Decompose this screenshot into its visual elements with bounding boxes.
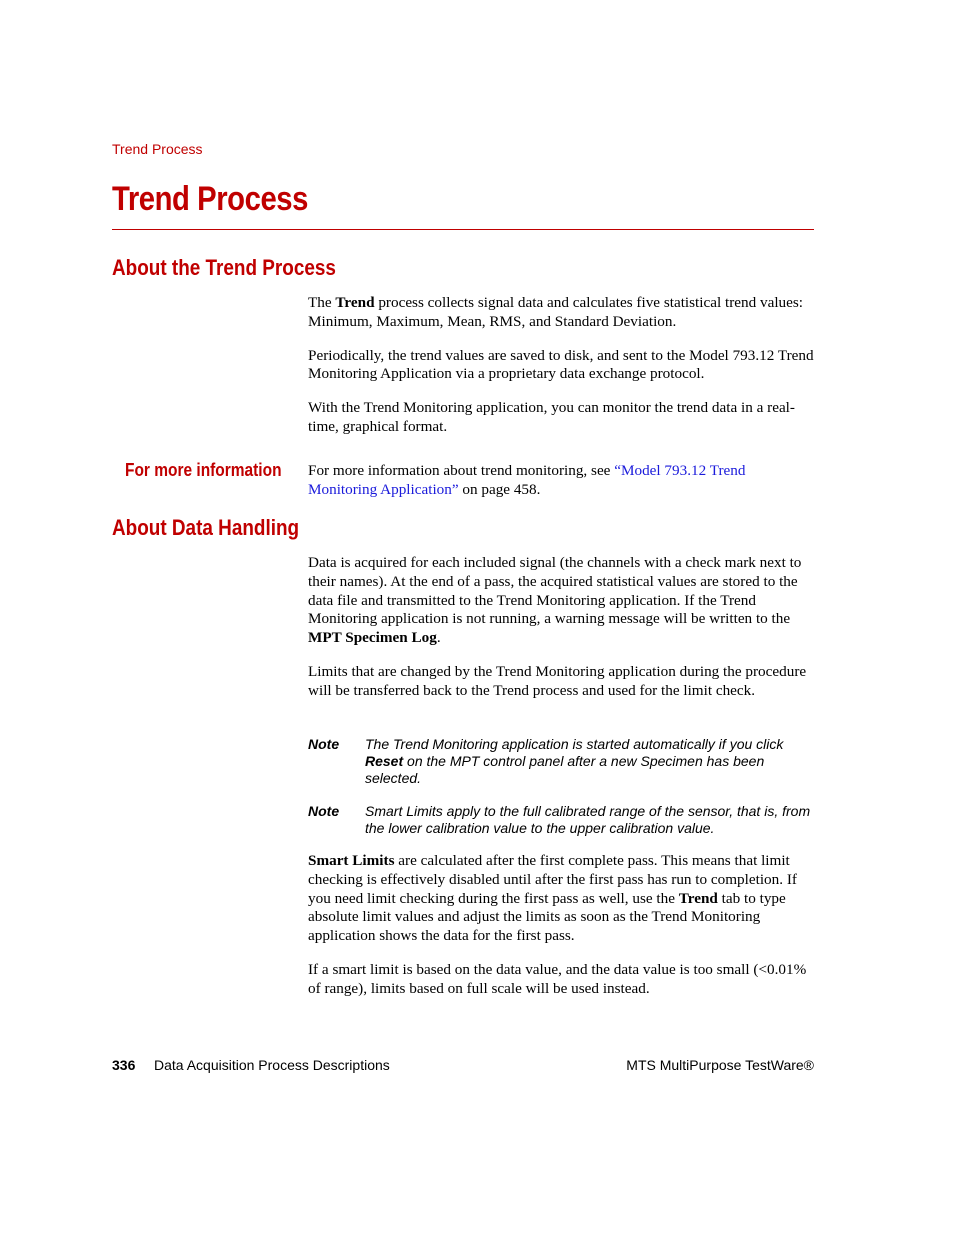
paragraph-data-acquired: Data is acquired for each included signal (the channels with a check mark next to their names). At the end of a pass, the acquired statistical values are stored to the data file and transmitted to the Trend Monitoring application. If the Trend Monitoring application is not running, a warning message will be written to the MPT Specimen Log.	[308, 554, 802, 647]
paragraph-trend-intro: The Trend process collects signal data and calculates five statistical trend values: Minimum, Maximum, Mean, RMS, and Standard Deviation.	[308, 294, 803, 330]
note-label: Note	[308, 736, 340, 752]
paragraph-smart-limits: Smart Limits are calculated after the first complete pass. This means that limit checking is effectively disabled until after the first pass has run to completion. If you need limit checking during the first pass as well, use the Trend tab to type absolute limit values and adjust the limits as soon as the Trend Monitoring application shows the data for the first pass.	[308, 852, 797, 945]
note-reset: The Trend Monitoring application is started automatically if you click Reset on the MPT control panel after a new Specimen has been selected.	[365, 736, 784, 786]
subheading-more-info: For more information	[125, 460, 282, 480]
paragraph-trend-monitoring: With the Trend Monitoring application, you can monitor the trend data in a real-time, graphical format.	[308, 399, 795, 435]
section-data-handling-body	[308, 554, 814, 701]
more-info-body	[308, 462, 814, 500]
paragraph-limits-changed: Limits that are changed by the Trend Monitoring application during the procedure will be transferred back to the Trend process and used for the limit check.	[308, 662, 807, 699]
section-heading-about-trend: About the Trend Process	[112, 255, 336, 280]
paragraph-trend-saved: Periodically, the trend values are saved to disk, and sent to the Model 793.12 Trend Monitoring Application via a proprietary data exchange protocol.	[308, 346, 814, 383]
footer-chapter: Data Acquisition Process Descriptions	[154, 1057, 390, 1073]
note-smart-limits: Smart Limits apply to the full calibrated range of the sensor, that is, from the lower calibration value to the upper calibration value.	[365, 803, 811, 836]
note-label: Note	[308, 803, 340, 819]
title-divider	[112, 229, 814, 230]
section-about-trend-body	[308, 294, 814, 437]
link-trend-monitoring-application[interactable]: “Model 793.12 Trend Monitoring Application”	[308, 462, 746, 498]
running-header: Trend Process	[112, 141, 203, 157]
footer-page-number: 336	[112, 1057, 136, 1073]
page-title: Trend Process	[112, 180, 308, 218]
footer-product: MTS MultiPurpose TestWare®	[626, 1057, 814, 1073]
paragraph-smart-limit-fallback: If a smart limit is based on the data value, and the data value is too small (<0.01% of range), limits based on full scale will be used instead.	[308, 960, 807, 997]
paragraph-more-info: For more information about trend monitoring, see “Model 793.12 Trend Monitoring Application” on page 458.	[308, 462, 746, 498]
section-smart-limits-body	[308, 852, 814, 999]
section-heading-data-handling: About Data Handling	[112, 515, 300, 540]
